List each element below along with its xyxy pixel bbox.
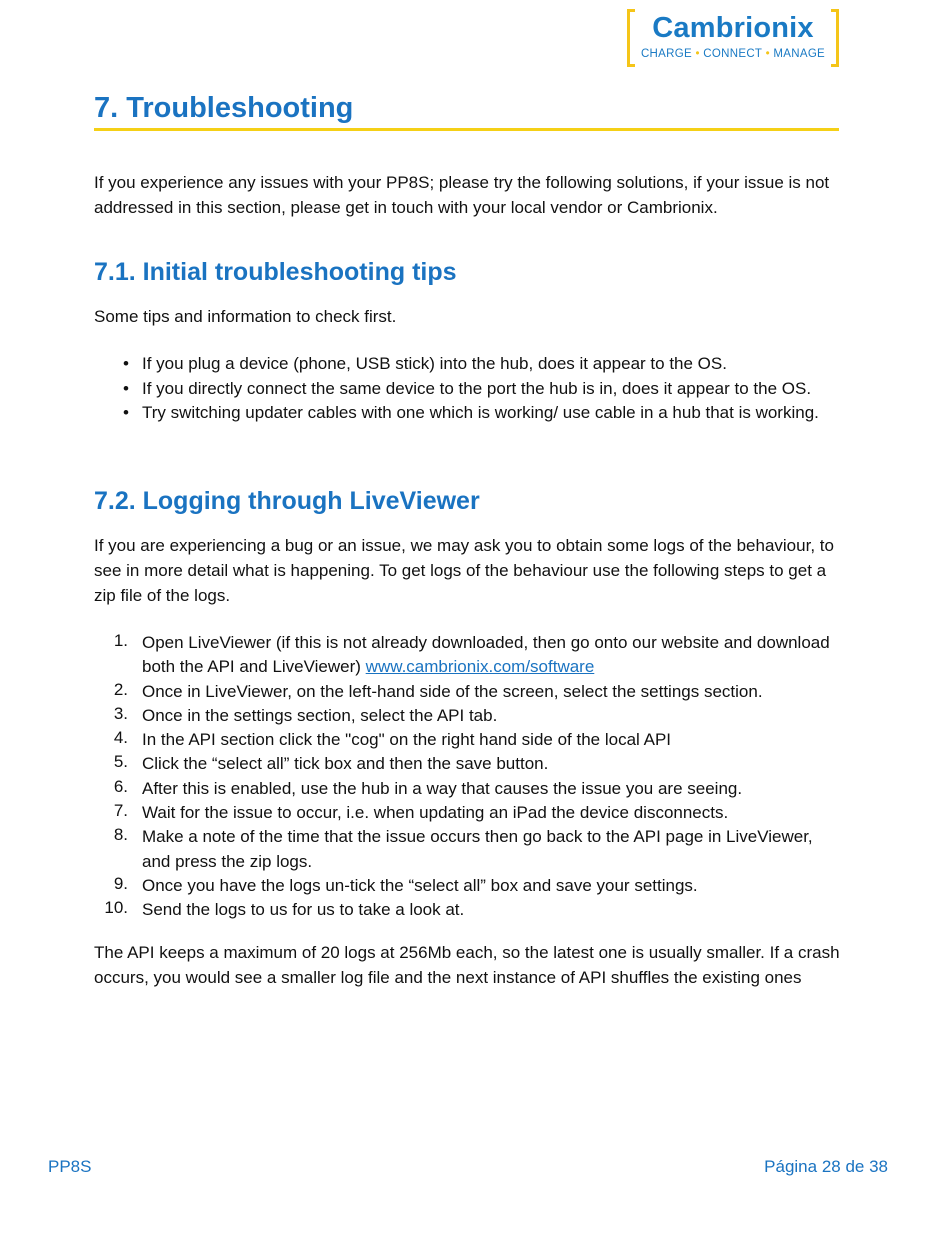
list-item <box>94 874 844 898</box>
list-item <box>94 680 844 704</box>
list-item: • Try switching updater cables with one which is working/ use cable in a hub that is working. <box>94 401 844 426</box>
list-item <box>94 704 844 728</box>
footer-product: PP8S <box>48 1157 92 1176</box>
list-item <box>94 631 844 680</box>
section-2-title: 7.2. Logging through LiveViewer <box>94 487 480 515</box>
cambrionix-logo <box>627 9 839 67</box>
list-item <box>94 752 844 776</box>
logging-steps <box>94 631 844 923</box>
list-item <box>94 728 844 752</box>
list-item <box>94 801 844 825</box>
logo-tagline: CHARGE • CONNECT • MANAGE <box>640 48 826 60</box>
tagline-connect: CONNECT <box>703 48 763 60</box>
step-number: 10. <box>104 898 128 918</box>
closing-paragraph: The API keeps a maximum of 20 logs at 256Mb each, so the latest one is usually smaller. If a crash occurs, you would see a smaller log file and the next instance of API shuffles the existing ones <box>94 943 840 987</box>
step-number: 3. <box>113 703 128 723</box>
step-text: Make a note of the time that the issue occurs then go back to the API page in LiveViewer, and press the zip logs. <box>142 827 813 871</box>
step-text: In the API section click the "cog" on the right hand side of the local API <box>142 730 672 750</box>
step-number: 8. <box>113 825 128 845</box>
tagline-charge: CHARGE <box>640 48 692 60</box>
software-link[interactable]: www.cambrionix.com/software <box>365 657 595 677</box>
step-text: Wait for the issue to occur, i.e. when updating an iPad the device disconnects. <box>142 803 729 823</box>
section-1-title: 7.1. Initial troubleshooting tips <box>94 258 457 286</box>
step-number: 1. <box>113 631 128 650</box>
step-number: 9. <box>113 873 128 893</box>
page-title: 7. Troubleshooting <box>94 92 839 131</box>
step-number: 7. <box>113 801 128 821</box>
footer-page-number: Página 28 de 38 <box>764 1157 888 1176</box>
list-item <box>94 777 844 801</box>
step-number: 6. <box>113 776 128 796</box>
step-text: Send the logs to us for us to take a look at. <box>142 900 465 920</box>
step-number: 2. <box>113 679 128 699</box>
section-2-lead: If you are experiencing a bug or an issue, we may ask you to obtain some logs of the behaviour, to see in more detail what is happening. To get logs of the behaviour use the following steps to get a zip file of the logs. <box>94 536 834 605</box>
tips-list <box>94 352 844 426</box>
step-text: Open LiveViewer (if this is not already downloaded, then go onto our website and download both the API and LiveViewer) <box>142 633 830 677</box>
list-item <box>94 825 844 874</box>
section-1-lead: Some tips and information to check first. <box>94 307 397 326</box>
step-text: After this is enabled, use the hub in a way that causes the issue you are seeing. <box>142 778 743 798</box>
step-number: 4. <box>113 728 128 748</box>
list-item: • If you plug a device (phone, USB stick) into the hub, does it appear to the OS. <box>94 352 844 377</box>
logo-name: Cambrionix <box>652 12 814 44</box>
tagline-manage: MANAGE <box>773 48 826 60</box>
step-text: Once in LiveViewer, on the left-hand side of the screen, select the settings section. <box>142 681 763 701</box>
step-text: Click the “select all” tick box and then the save button. <box>142 754 549 774</box>
step-text: Once in the settings section, select the API tab. <box>142 705 498 725</box>
step-text: Once you have the logs un-tick the “select all” box and save your settings. <box>142 875 698 895</box>
list-item: • If you directly connect the same device to the port the hub is in, does it appear to the OS. <box>94 377 844 402</box>
list-item <box>94 898 844 922</box>
step-number: 5. <box>113 752 128 772</box>
intro-paragraph: If you experience any issues with your PP8S; please try the following solutions, if your issue is not addressed in this section, please get in touch with your local vendor or Cambrionix. <box>94 173 830 217</box>
